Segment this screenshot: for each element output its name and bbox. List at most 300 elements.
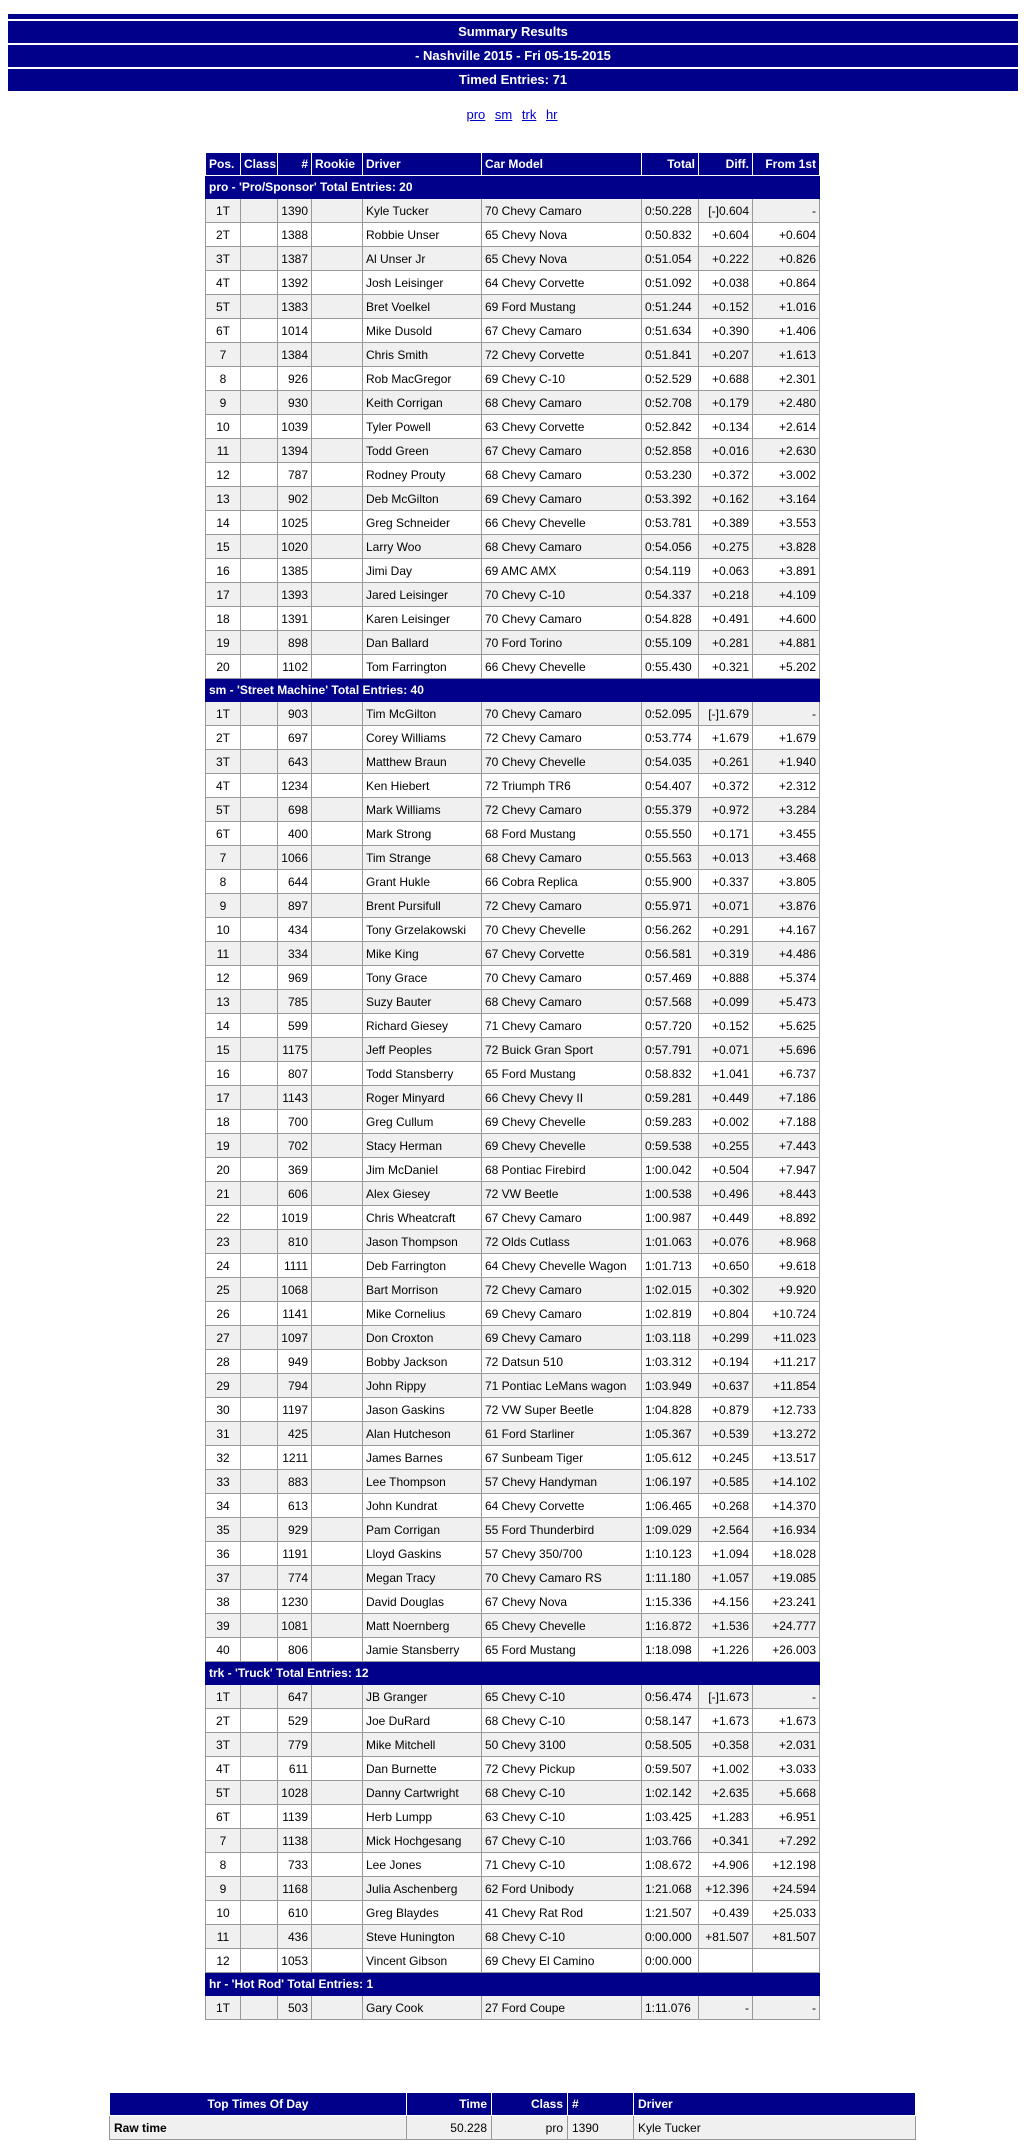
cell-car-model: 72 Chevy Pickup	[482, 1757, 642, 1781]
cell-rookie	[312, 1014, 363, 1038]
cell-diff: +0.302	[699, 1278, 753, 1302]
class-section-header	[206, 1973, 820, 1996]
table-row	[206, 1949, 820, 1973]
table-row	[206, 1014, 820, 1038]
cell-driver: Rodney Prouty	[363, 463, 482, 487]
cell-pos: 21	[206, 1182, 241, 1206]
cell-driver: Bret Voelkel	[363, 295, 482, 319]
cell-car-model: 67 Chevy Corvette	[482, 942, 642, 966]
table-row	[206, 463, 820, 487]
cell-car-model: 69 Chevy El Camino	[482, 1949, 642, 1973]
cell-total: 0:54.056	[642, 535, 699, 559]
cell-car-model: 72 Olds Cutlass	[482, 1230, 642, 1254]
cell-pos: 7	[206, 343, 241, 367]
cell-car-model: 67 Chevy Camaro	[482, 1206, 642, 1230]
cell-car-number: 1138	[278, 1829, 312, 1853]
col-header-driver: Driver	[363, 153, 482, 176]
cell-driver: Gary Cook	[363, 1996, 482, 2020]
cell-diff: +0.319	[699, 942, 753, 966]
cell-driver: Tony Grzelakowski	[363, 918, 482, 942]
cell-rookie	[312, 391, 363, 415]
cell-car-model: 64 Chevy Chevelle Wagon	[482, 1254, 642, 1278]
cell-rookie	[312, 870, 363, 894]
cell-rookie	[312, 1566, 363, 1590]
cell-class	[241, 1134, 278, 1158]
cell-class	[241, 487, 278, 511]
cell-class	[241, 655, 278, 679]
cell-car-model: 71 Chevy Camaro	[482, 1014, 642, 1038]
cell-rookie	[312, 511, 363, 535]
cell-total: 0:57.720	[642, 1014, 699, 1038]
cell-rookie	[312, 966, 363, 990]
cell-car-model: 66 Chevy Chevelle	[482, 511, 642, 535]
table-row	[206, 798, 820, 822]
cell-diff: -	[699, 1996, 753, 2020]
cell-car-number: 1385	[278, 559, 312, 583]
cell-from-first: +6.737	[753, 1062, 820, 1086]
cell-diff: +0.194	[699, 1350, 753, 1374]
cell-total: 0:58.832	[642, 1062, 699, 1086]
cell-rookie	[312, 487, 363, 511]
cell-car-model: 57 Chevy 350/700	[482, 1542, 642, 1566]
cell-pos: 11	[206, 1925, 241, 1949]
cell-total: 0:59.281	[642, 1086, 699, 1110]
col-header-from-first: From 1st	[753, 153, 820, 176]
cell-driver: Ken Hiebert	[363, 774, 482, 798]
cell-diff: +1.002	[699, 1757, 753, 1781]
cell-car-model: 61 Ford Starliner	[482, 1422, 642, 1446]
cell-car-number: 425	[278, 1422, 312, 1446]
table-row	[206, 1398, 820, 1422]
cell-car-number: 1394	[278, 439, 312, 463]
cell-driver: Herb Lumpp	[363, 1805, 482, 1829]
cell-total: 1:05.612	[642, 1446, 699, 1470]
cell-car-model: 70 Chevy C-10	[482, 583, 642, 607]
cell-rookie	[312, 199, 363, 223]
cell-car-model: 67 Chevy C-10	[482, 1829, 642, 1853]
cell-pos: 10	[206, 918, 241, 942]
cell-pos: 3T	[206, 1733, 241, 1757]
cell-total: 1:01.713	[642, 1254, 699, 1278]
cell-driver: Steve Hunington	[363, 1925, 482, 1949]
class-link-pro[interactable]: pro	[466, 107, 486, 122]
cell-diff: +0.275	[699, 535, 753, 559]
cell-rookie	[312, 535, 363, 559]
cell-pos: 22	[206, 1206, 241, 1230]
cell-car-model: 68 Chevy Camaro	[482, 391, 642, 415]
cell-car-model: 69 Chevy Camaro	[482, 1326, 642, 1350]
cell-diff: +0.389	[699, 511, 753, 535]
cell-driver: Josh Leisinger	[363, 271, 482, 295]
table-row	[206, 1182, 820, 1206]
cell-diff: +0.071	[699, 894, 753, 918]
cell-class	[241, 223, 278, 247]
cell-pos: 1T	[206, 199, 241, 223]
cell-car-number: 599	[278, 1014, 312, 1038]
cell-diff: +1.041	[699, 1062, 753, 1086]
cell-from-first: +3.876	[753, 894, 820, 918]
cell-car-number: 1081	[278, 1614, 312, 1638]
page-title: Summary Results	[8, 19, 1018, 43]
cell-car-model: 65 Chevy Nova	[482, 247, 642, 271]
cell-rookie	[312, 1374, 363, 1398]
cell-pos: 7	[206, 846, 241, 870]
table-row	[206, 631, 820, 655]
cell-car-number: 733	[278, 1853, 312, 1877]
cell-class	[241, 1182, 278, 1206]
cell-car-number: 930	[278, 391, 312, 415]
cell-car-number: 1393	[278, 583, 312, 607]
cell-from-first: +81.507	[753, 1925, 820, 1949]
cell-from-first: +3.891	[753, 559, 820, 583]
cell-pos: 1T	[206, 1996, 241, 2020]
cell-rookie	[312, 1925, 363, 1949]
table-row	[206, 511, 820, 535]
cell-driver: Matt Noernberg	[363, 1614, 482, 1638]
col-header-total: Total	[642, 153, 699, 176]
cell-from-first: +26.003	[753, 1638, 820, 1662]
cell-pos: 36	[206, 1542, 241, 1566]
cell-rookie	[312, 1398, 363, 1422]
top-times-label: Raw time	[110, 2116, 407, 2140]
cell-pos: 35	[206, 1518, 241, 1542]
cell-class	[241, 1206, 278, 1230]
cell-pos: 11	[206, 439, 241, 463]
cell-diff: [-]1.679	[699, 702, 753, 726]
cell-car-number: 698	[278, 798, 312, 822]
class-links	[0, 107, 1024, 122]
cell-rookie	[312, 1757, 363, 1781]
top-times-header-class: Class	[492, 2093, 568, 2116]
cell-pos: 32	[206, 1446, 241, 1470]
table-row	[206, 966, 820, 990]
cell-from-first: +1.673	[753, 1709, 820, 1733]
cell-total: 0:51.244	[642, 295, 699, 319]
cell-diff: +0.504	[699, 1158, 753, 1182]
cell-car-number: 700	[278, 1110, 312, 1134]
cell-car-number: 806	[278, 1638, 312, 1662]
cell-diff: +2.564	[699, 1518, 753, 1542]
cell-diff: +0.449	[699, 1206, 753, 1230]
cell-total: 0:58.147	[642, 1709, 699, 1733]
cell-total: 0:59.538	[642, 1134, 699, 1158]
cell-car-model: 66 Chevy Chevelle	[482, 655, 642, 679]
cell-from-first: +2.312	[753, 774, 820, 798]
cell-rookie	[312, 223, 363, 247]
cell-from-first: +1.406	[753, 319, 820, 343]
cell-class	[241, 1709, 278, 1733]
table-row	[206, 1206, 820, 1230]
top-times-row	[110, 2116, 916, 2140]
cell-diff: +1.536	[699, 1614, 753, 1638]
cell-class	[241, 1542, 278, 1566]
cell-class	[241, 1374, 278, 1398]
cell-pos: 31	[206, 1422, 241, 1446]
cell-car-number: 883	[278, 1470, 312, 1494]
cell-pos: 27	[206, 1326, 241, 1350]
cell-pos: 23	[206, 1230, 241, 1254]
cell-rookie	[312, 1685, 363, 1709]
cell-total: 0:50.228	[642, 199, 699, 223]
cell-car-model: 55 Ford Thunderbird	[482, 1518, 642, 1542]
cell-diff: +0.179	[699, 391, 753, 415]
cell-total: 1:11.180	[642, 1566, 699, 1590]
cell-driver: Lee Thompson	[363, 1470, 482, 1494]
cell-car-number: 1019	[278, 1206, 312, 1230]
cell-pos: 5T	[206, 798, 241, 822]
cell-total: 1:02.819	[642, 1302, 699, 1326]
cell-driver: Rob MacGregor	[363, 367, 482, 391]
cell-car-model: 69 Chevy Camaro	[482, 1302, 642, 1326]
cell-class	[241, 1230, 278, 1254]
cell-diff: +0.002	[699, 1110, 753, 1134]
cell-car-number: 898	[278, 631, 312, 655]
cell-class	[241, 1350, 278, 1374]
cell-pos: 5T	[206, 1781, 241, 1805]
cell-class	[241, 822, 278, 846]
cell-car-number: 1234	[278, 774, 312, 798]
cell-driver: John Rippy	[363, 1374, 482, 1398]
cell-total: 0:52.095	[642, 702, 699, 726]
cell-car-model: 65 Ford Mustang	[482, 1062, 642, 1086]
cell-from-first: +5.696	[753, 1038, 820, 1062]
top-times-table	[109, 2092, 916, 2140]
cell-rookie	[312, 655, 363, 679]
cell-driver: Danny Cartwright	[363, 1781, 482, 1805]
cell-car-model: 57 Chevy Handyman	[482, 1470, 642, 1494]
cell-rookie	[312, 1518, 363, 1542]
cell-from-first: +3.033	[753, 1757, 820, 1781]
cell-diff: +0.162	[699, 487, 753, 511]
cell-class	[241, 463, 278, 487]
cell-diff: +0.063	[699, 559, 753, 583]
cell-total: 1:21.068	[642, 1877, 699, 1901]
cell-diff: +0.134	[699, 415, 753, 439]
cell-car-number: 1139	[278, 1805, 312, 1829]
cell-car-model: 68 Pontiac Firebird	[482, 1158, 642, 1182]
cell-diff: +0.372	[699, 463, 753, 487]
cell-rookie	[312, 846, 363, 870]
cell-car-number: 1039	[278, 415, 312, 439]
cell-rookie	[312, 798, 363, 822]
cell-driver: Vincent Gibson	[363, 1949, 482, 1973]
cell-diff: [-]0.604	[699, 199, 753, 223]
class-section-title: trk - 'Truck' Total Entries: 12	[206, 1662, 820, 1685]
cell-car-number: 902	[278, 487, 312, 511]
cell-class	[241, 1638, 278, 1662]
cell-driver: Don Croxton	[363, 1326, 482, 1350]
cell-total: 0:56.474	[642, 1685, 699, 1709]
cell-rookie	[312, 774, 363, 798]
cell-from-first: +8.968	[753, 1230, 820, 1254]
table-row	[206, 1494, 820, 1518]
cell-driver: Megan Tracy	[363, 1566, 482, 1590]
cell-class	[241, 846, 278, 870]
cell-from-first: +11.023	[753, 1326, 820, 1350]
table-row	[206, 415, 820, 439]
cell-from-first: +11.217	[753, 1350, 820, 1374]
cell-driver: Grant Hukle	[363, 870, 482, 894]
cell-total: 0:53.230	[642, 463, 699, 487]
cell-car-number: 949	[278, 1350, 312, 1374]
cell-diff: +1.226	[699, 1638, 753, 1662]
table-row	[206, 1278, 820, 1302]
cell-car-number: 503	[278, 1996, 312, 2020]
cell-class	[241, 1805, 278, 1829]
cell-car-number: 1211	[278, 1446, 312, 1470]
cell-total: 0:54.119	[642, 559, 699, 583]
class-link-hr[interactable]: hr	[545, 107, 558, 122]
cell-car-number: 610	[278, 1901, 312, 1925]
cell-from-first: +0.864	[753, 271, 820, 295]
cell-total: 0:53.774	[642, 726, 699, 750]
cell-rookie	[312, 463, 363, 487]
cell-driver: Jamie Stansberry	[363, 1638, 482, 1662]
cell-from-first: +4.600	[753, 607, 820, 631]
cell-diff: +0.076	[699, 1230, 753, 1254]
class-section-title: pro - 'Pro/Sponsor' Total Entries: 20	[206, 176, 820, 199]
cell-from-first: +3.002	[753, 463, 820, 487]
cell-from-first: +3.468	[753, 846, 820, 870]
cell-car-number: 436	[278, 1925, 312, 1949]
cell-diff: +0.358	[699, 1733, 753, 1757]
table-row	[206, 1614, 820, 1638]
cell-pos: 14	[206, 1014, 241, 1038]
cell-total: 1:11.076	[642, 1996, 699, 2020]
cell-diff: +1.094	[699, 1542, 753, 1566]
table-row	[206, 1374, 820, 1398]
cell-pos: 30	[206, 1398, 241, 1422]
top-times-header-row	[110, 2093, 916, 2116]
cell-pos: 26	[206, 1302, 241, 1326]
cell-rookie	[312, 1638, 363, 1662]
cell-class	[241, 1757, 278, 1781]
cell-total: 0:52.708	[642, 391, 699, 415]
cell-from-first: +1.016	[753, 295, 820, 319]
cell-total: 0:55.971	[642, 894, 699, 918]
table-row	[206, 918, 820, 942]
cell-diff: +0.222	[699, 247, 753, 271]
cell-diff: +0.972	[699, 798, 753, 822]
cell-total: 0:57.791	[642, 1038, 699, 1062]
cell-diff: +0.491	[699, 607, 753, 631]
cell-car-number: 929	[278, 1518, 312, 1542]
cell-car-number: 794	[278, 1374, 312, 1398]
col-header-diff: Diff.	[699, 153, 753, 176]
cell-driver: Jason Thompson	[363, 1230, 482, 1254]
cell-class	[241, 1062, 278, 1086]
cell-car-model: 27 Ford Coupe	[482, 1996, 642, 2020]
table-row	[206, 1110, 820, 1134]
cell-car-model: 67 Sunbeam Tiger	[482, 1446, 642, 1470]
cell-rookie	[312, 1254, 363, 1278]
cell-total: 1:00.538	[642, 1182, 699, 1206]
cell-class	[241, 1733, 278, 1757]
cell-rookie	[312, 1877, 363, 1901]
cell-diff: +0.268	[699, 1494, 753, 1518]
cell-car-number: 969	[278, 966, 312, 990]
cell-driver: Tim McGilton	[363, 702, 482, 726]
cell-car-model: 69 Ford Mustang	[482, 295, 642, 319]
cell-class	[241, 1014, 278, 1038]
cell-car-number: 643	[278, 750, 312, 774]
class-section-header	[206, 176, 820, 199]
table-row	[206, 199, 820, 223]
cell-car-number: 1191	[278, 1542, 312, 1566]
cell-total: 0:55.109	[642, 631, 699, 655]
cell-rookie	[312, 1422, 363, 1446]
table-row	[206, 1518, 820, 1542]
cell-from-first: +10.724	[753, 1302, 820, 1326]
cell-rookie	[312, 1326, 363, 1350]
cell-from-first: +25.033	[753, 1901, 820, 1925]
cell-rookie	[312, 1949, 363, 1973]
class-link-trk[interactable]: trk	[521, 107, 537, 122]
cell-car-number: 926	[278, 367, 312, 391]
cell-total: 0:56.262	[642, 918, 699, 942]
cell-car-model: 72 Buick Gran Sport	[482, 1038, 642, 1062]
results-table	[205, 152, 820, 2020]
cell-class	[241, 1254, 278, 1278]
cell-rookie	[312, 583, 363, 607]
cell-pos: 19	[206, 631, 241, 655]
cell-from-first: +8.443	[753, 1182, 820, 1206]
cell-driver: Mark Strong	[363, 822, 482, 846]
cell-driver: Dan Ballard	[363, 631, 482, 655]
cell-car-model: 68 Chevy C-10	[482, 1925, 642, 1949]
cell-car-model: 67 Chevy Camaro	[482, 439, 642, 463]
cell-car-number: 606	[278, 1182, 312, 1206]
cell-driver: Karen Leisinger	[363, 607, 482, 631]
cell-car-number: 1141	[278, 1302, 312, 1326]
cell-total: 1:03.425	[642, 1805, 699, 1829]
table-row	[206, 439, 820, 463]
cell-pos: 6T	[206, 1805, 241, 1829]
cell-car-model: 70 Chevy Camaro	[482, 966, 642, 990]
cell-class	[241, 1038, 278, 1062]
cell-class	[241, 990, 278, 1014]
cell-diff: +0.299	[699, 1326, 753, 1350]
cell-car-model: 69 Chevy Chevelle	[482, 1110, 642, 1134]
cell-driver: Jeff Peoples	[363, 1038, 482, 1062]
cell-diff: +0.218	[699, 583, 753, 607]
cell-total: 1:03.312	[642, 1350, 699, 1374]
table-row	[206, 1446, 820, 1470]
cell-car-model: 64 Chevy Corvette	[482, 1494, 642, 1518]
cell-driver: Tyler Powell	[363, 415, 482, 439]
cell-car-number: 779	[278, 1733, 312, 1757]
cell-from-first: +4.486	[753, 942, 820, 966]
class-link-sm[interactable]: sm	[494, 107, 513, 122]
cell-driver: Lloyd Gaskins	[363, 1542, 482, 1566]
cell-car-model: 72 Chevy Camaro	[482, 1278, 642, 1302]
cell-pos: 37	[206, 1566, 241, 1590]
cell-driver: Alan Hutcheson	[363, 1422, 482, 1446]
table-row	[206, 559, 820, 583]
cell-car-model: 68 Chevy C-10	[482, 1709, 642, 1733]
table-row	[206, 223, 820, 247]
cell-car-number: 1143	[278, 1086, 312, 1110]
cell-pos: 12	[206, 463, 241, 487]
cell-total: 0:55.379	[642, 798, 699, 822]
cell-car-model: 63 Chevy C-10	[482, 1805, 642, 1829]
cell-car-number: 1391	[278, 607, 312, 631]
top-times-header-driver: Driver	[634, 2093, 916, 2116]
cell-total: 1:06.197	[642, 1470, 699, 1494]
results-body	[206, 176, 820, 2020]
cell-rookie	[312, 702, 363, 726]
cell-car-model: 68 Chevy C-10	[482, 1781, 642, 1805]
